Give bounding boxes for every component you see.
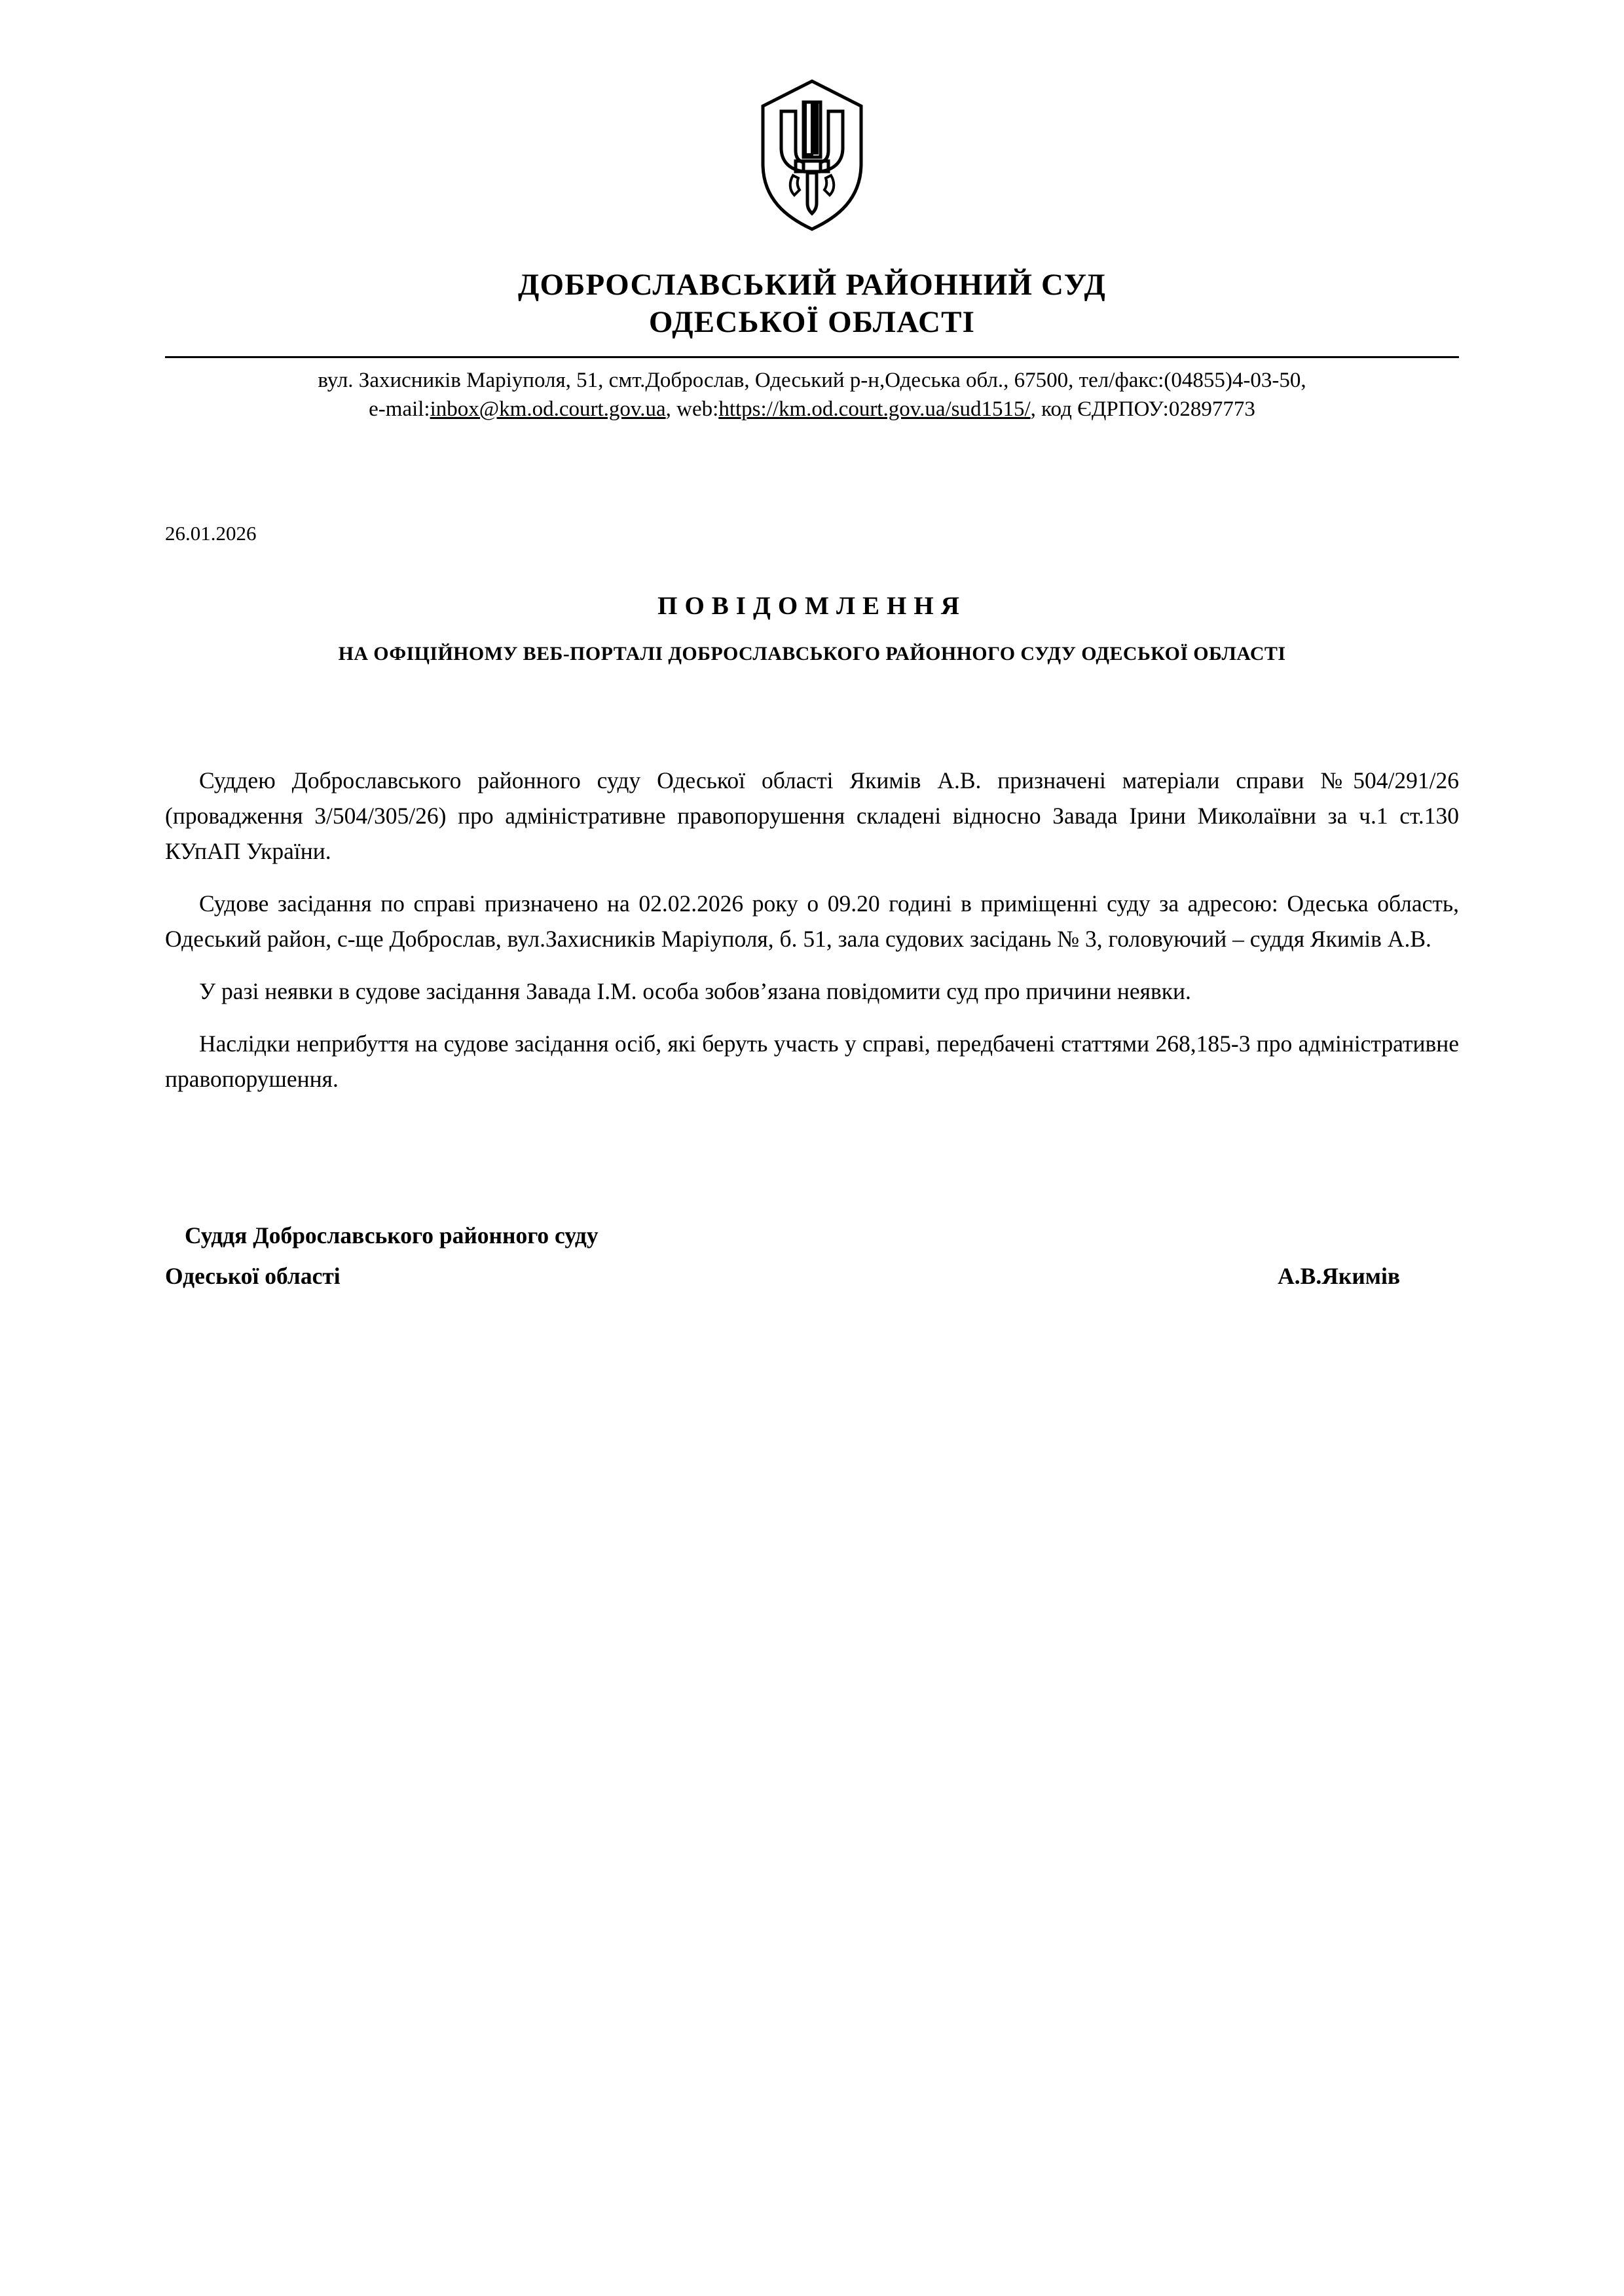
signature-title-line2: Одеської області <box>165 1262 341 1289</box>
signature-name: А.В.Якимів <box>1278 1262 1400 1289</box>
court-title-line1: ДОБРОСЛАВСЬКИЙ РАЙОННИЙ СУД <box>517 268 1107 302</box>
header-divider <box>165 356 1459 358</box>
contacts-web-line <box>164 395 1460 424</box>
court-title-line2: ОДЕСЬКОЇ ОБЛАСТІ <box>648 305 976 340</box>
body-paragraph-1: Суддею Доброславського районного суду Одеської області Якимів А.В. призначені матеріали справи №504/291/26 (провадження 3/504/305/26) про адміністративне правопорушення складені відносно Завада Ірини Миколаївни за ч.1 ст.130 КУпАП України. <box>165 767 1459 864</box>
document-heading: ПОВІДОМЛЕННЯ <box>657 592 967 621</box>
contacts-address-line: вул. Захисників Маріуполя, 51, смт.Доброслав, Одеський р-н,Одеська обл., 67500, тел/факс:(04855)4-03-50, <box>318 368 1306 392</box>
document-body <box>165 763 1459 1097</box>
signature-title-line1: Суддя Доброславського районного суду <box>185 1222 599 1248</box>
edrpou-code: , код ЄДРПОУ:02897773 <box>1030 397 1255 421</box>
contacts-block <box>164 366 1460 424</box>
ukraine-coat-of-arms-icon <box>756 77 868 233</box>
web-label: , web: <box>665 397 719 421</box>
signature-row <box>165 1256 1459 1296</box>
email-link[interactable]: inbox@km.od.court.gov.ua <box>430 397 666 421</box>
email-label: e-mail: <box>369 397 430 421</box>
website-link[interactable]: https://km.od.court.gov.ua/sud1515/ <box>718 397 1031 421</box>
document-subheading: НА ОФІЦІЙНОМУ ВЕБ-ПОРТАЛІ ДОБРОСЛАВСЬКОГО РАЙОННОГО СУДУ ОДЕСЬКОЇ ОБЛАСТІ <box>338 643 1286 665</box>
signature-block <box>165 1215 1459 1296</box>
body-paragraph-2: Судове засідання по справі призначено на 02.02.2026 року о 09.20 годині в приміщенні суду за адресою: Одеська область, Одеський район, с-ще Доброслав, вул.Захисників Маріуполя, б. 51, зала судових засідань № 3, головуючий – суддя Якимів А.В. <box>165 890 1459 952</box>
document-date: 26.01.2026 <box>165 522 257 545</box>
body-paragraph-4: Наслідки неприбуття на судове засідання осіб, які беруть участь у справі, передбачені статтями 268,185-3 про адміністративне правопорушення. <box>165 1030 1459 1092</box>
court-title <box>0 266 1624 342</box>
body-paragraph-3: У разі неявки в судове засідання Завада І.М. особа зобов’язана повідомити суд про причини неявки. <box>199 977 1191 1004</box>
emblem-container <box>0 0 1624 236</box>
